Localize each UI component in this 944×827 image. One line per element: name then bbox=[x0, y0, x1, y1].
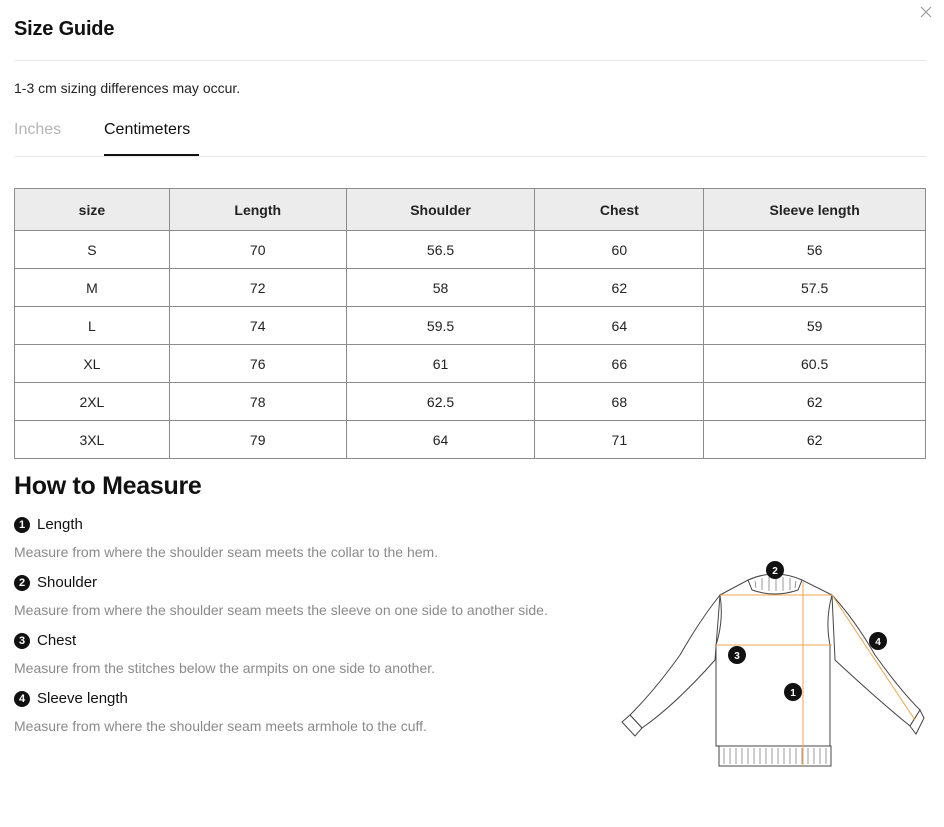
table-cell: XL bbox=[15, 345, 170, 383]
sizing-note: 1-3 cm sizing differences may occur. bbox=[14, 80, 241, 96]
svg-text:2: 2 bbox=[772, 566, 778, 577]
measure-description: Measure from the stitches below the armpits on one side to another. bbox=[14, 660, 436, 676]
table-cell: 58 bbox=[346, 269, 535, 307]
unit-tabs bbox=[14, 114, 926, 157]
table-cell: 60 bbox=[535, 231, 704, 269]
table-cell: 70 bbox=[169, 231, 346, 269]
table-cell: 62 bbox=[535, 269, 704, 307]
svg-text:3: 3 bbox=[734, 651, 740, 662]
table-cell: 68 bbox=[535, 383, 704, 421]
table-cell: 72 bbox=[169, 269, 346, 307]
header-size: size bbox=[15, 189, 170, 231]
table-cell: 62.5 bbox=[346, 383, 535, 421]
table-cell: 59.5 bbox=[346, 307, 535, 345]
table-cell: 62 bbox=[704, 421, 926, 459]
measure-item-sleeve-length bbox=[14, 690, 427, 734]
measure-item-shoulder bbox=[14, 574, 548, 618]
table-cell: 56 bbox=[704, 231, 926, 269]
table-row bbox=[15, 345, 926, 383]
table-cell: L bbox=[15, 307, 170, 345]
table-cell: 62 bbox=[704, 383, 926, 421]
table-cell: 2XL bbox=[15, 383, 170, 421]
measure-label: Chest bbox=[37, 632, 77, 649]
tab-inches[interactable]: Inches bbox=[14, 121, 62, 138]
table-cell: 59 bbox=[704, 307, 926, 345]
number-2-icon: 2 bbox=[14, 575, 30, 591]
table-row bbox=[15, 231, 926, 269]
measure-item-chest bbox=[14, 632, 435, 676]
table-cell: 74 bbox=[169, 307, 346, 345]
header-length: Length bbox=[169, 189, 346, 231]
number-1-icon: 1 bbox=[14, 517, 30, 533]
sweater-icon bbox=[620, 550, 930, 780]
table-row bbox=[15, 307, 926, 345]
measure-description: Measure from where the shoulder seam meets armhole to the cuff. bbox=[14, 718, 427, 734]
measure-item-length bbox=[14, 516, 438, 560]
table-cell: 56.5 bbox=[346, 231, 535, 269]
header-sleeve-length: Sleeve length bbox=[704, 189, 926, 231]
table-cell: 79 bbox=[169, 421, 346, 459]
table-header-row bbox=[15, 189, 926, 231]
table-cell: 61 bbox=[346, 345, 535, 383]
table-row bbox=[15, 421, 926, 459]
table-cell: 76 bbox=[169, 345, 346, 383]
measure-label: Sleeve length bbox=[37, 690, 128, 707]
svg-text:4: 4 bbox=[875, 637, 881, 648]
table-row bbox=[15, 269, 926, 307]
table-cell: S bbox=[15, 231, 170, 269]
table-cell: 71 bbox=[535, 421, 704, 459]
table-cell: 57.5 bbox=[704, 269, 926, 307]
header-chest: Chest bbox=[535, 189, 704, 231]
table-cell: M bbox=[15, 269, 170, 307]
measure-label: Shoulder bbox=[37, 574, 98, 591]
table-cell: 66 bbox=[535, 345, 704, 383]
close-icon[interactable] bbox=[918, 4, 934, 20]
table-cell: 60.5 bbox=[704, 345, 926, 383]
header-shoulder: Shoulder bbox=[346, 189, 535, 231]
table-cell: 78 bbox=[169, 383, 346, 421]
measure-description: Measure from where the shoulder seam meets the sleeve on one side to another side. bbox=[14, 602, 548, 618]
table-row bbox=[15, 383, 926, 421]
number-4-icon: 4 bbox=[14, 691, 30, 707]
number-3-icon: 3 bbox=[14, 633, 30, 649]
how-to-measure-title: How to Measure bbox=[14, 472, 202, 500]
modal-title: Size Guide bbox=[14, 18, 115, 40]
svg-text:1: 1 bbox=[790, 688, 796, 699]
table-cell: 64 bbox=[346, 421, 535, 459]
header-divider bbox=[14, 60, 926, 61]
table-cell: 64 bbox=[535, 307, 704, 345]
size-table bbox=[14, 188, 926, 459]
sweater-measurement-diagram bbox=[620, 550, 930, 780]
measure-description: Measure from where the shoulder seam meets the collar to the hem. bbox=[14, 544, 439, 560]
active-tab-indicator bbox=[104, 154, 199, 156]
measure-label: Length bbox=[37, 516, 83, 533]
tab-centimeters[interactable]: Centimeters bbox=[104, 121, 191, 138]
table-cell: 3XL bbox=[15, 421, 170, 459]
